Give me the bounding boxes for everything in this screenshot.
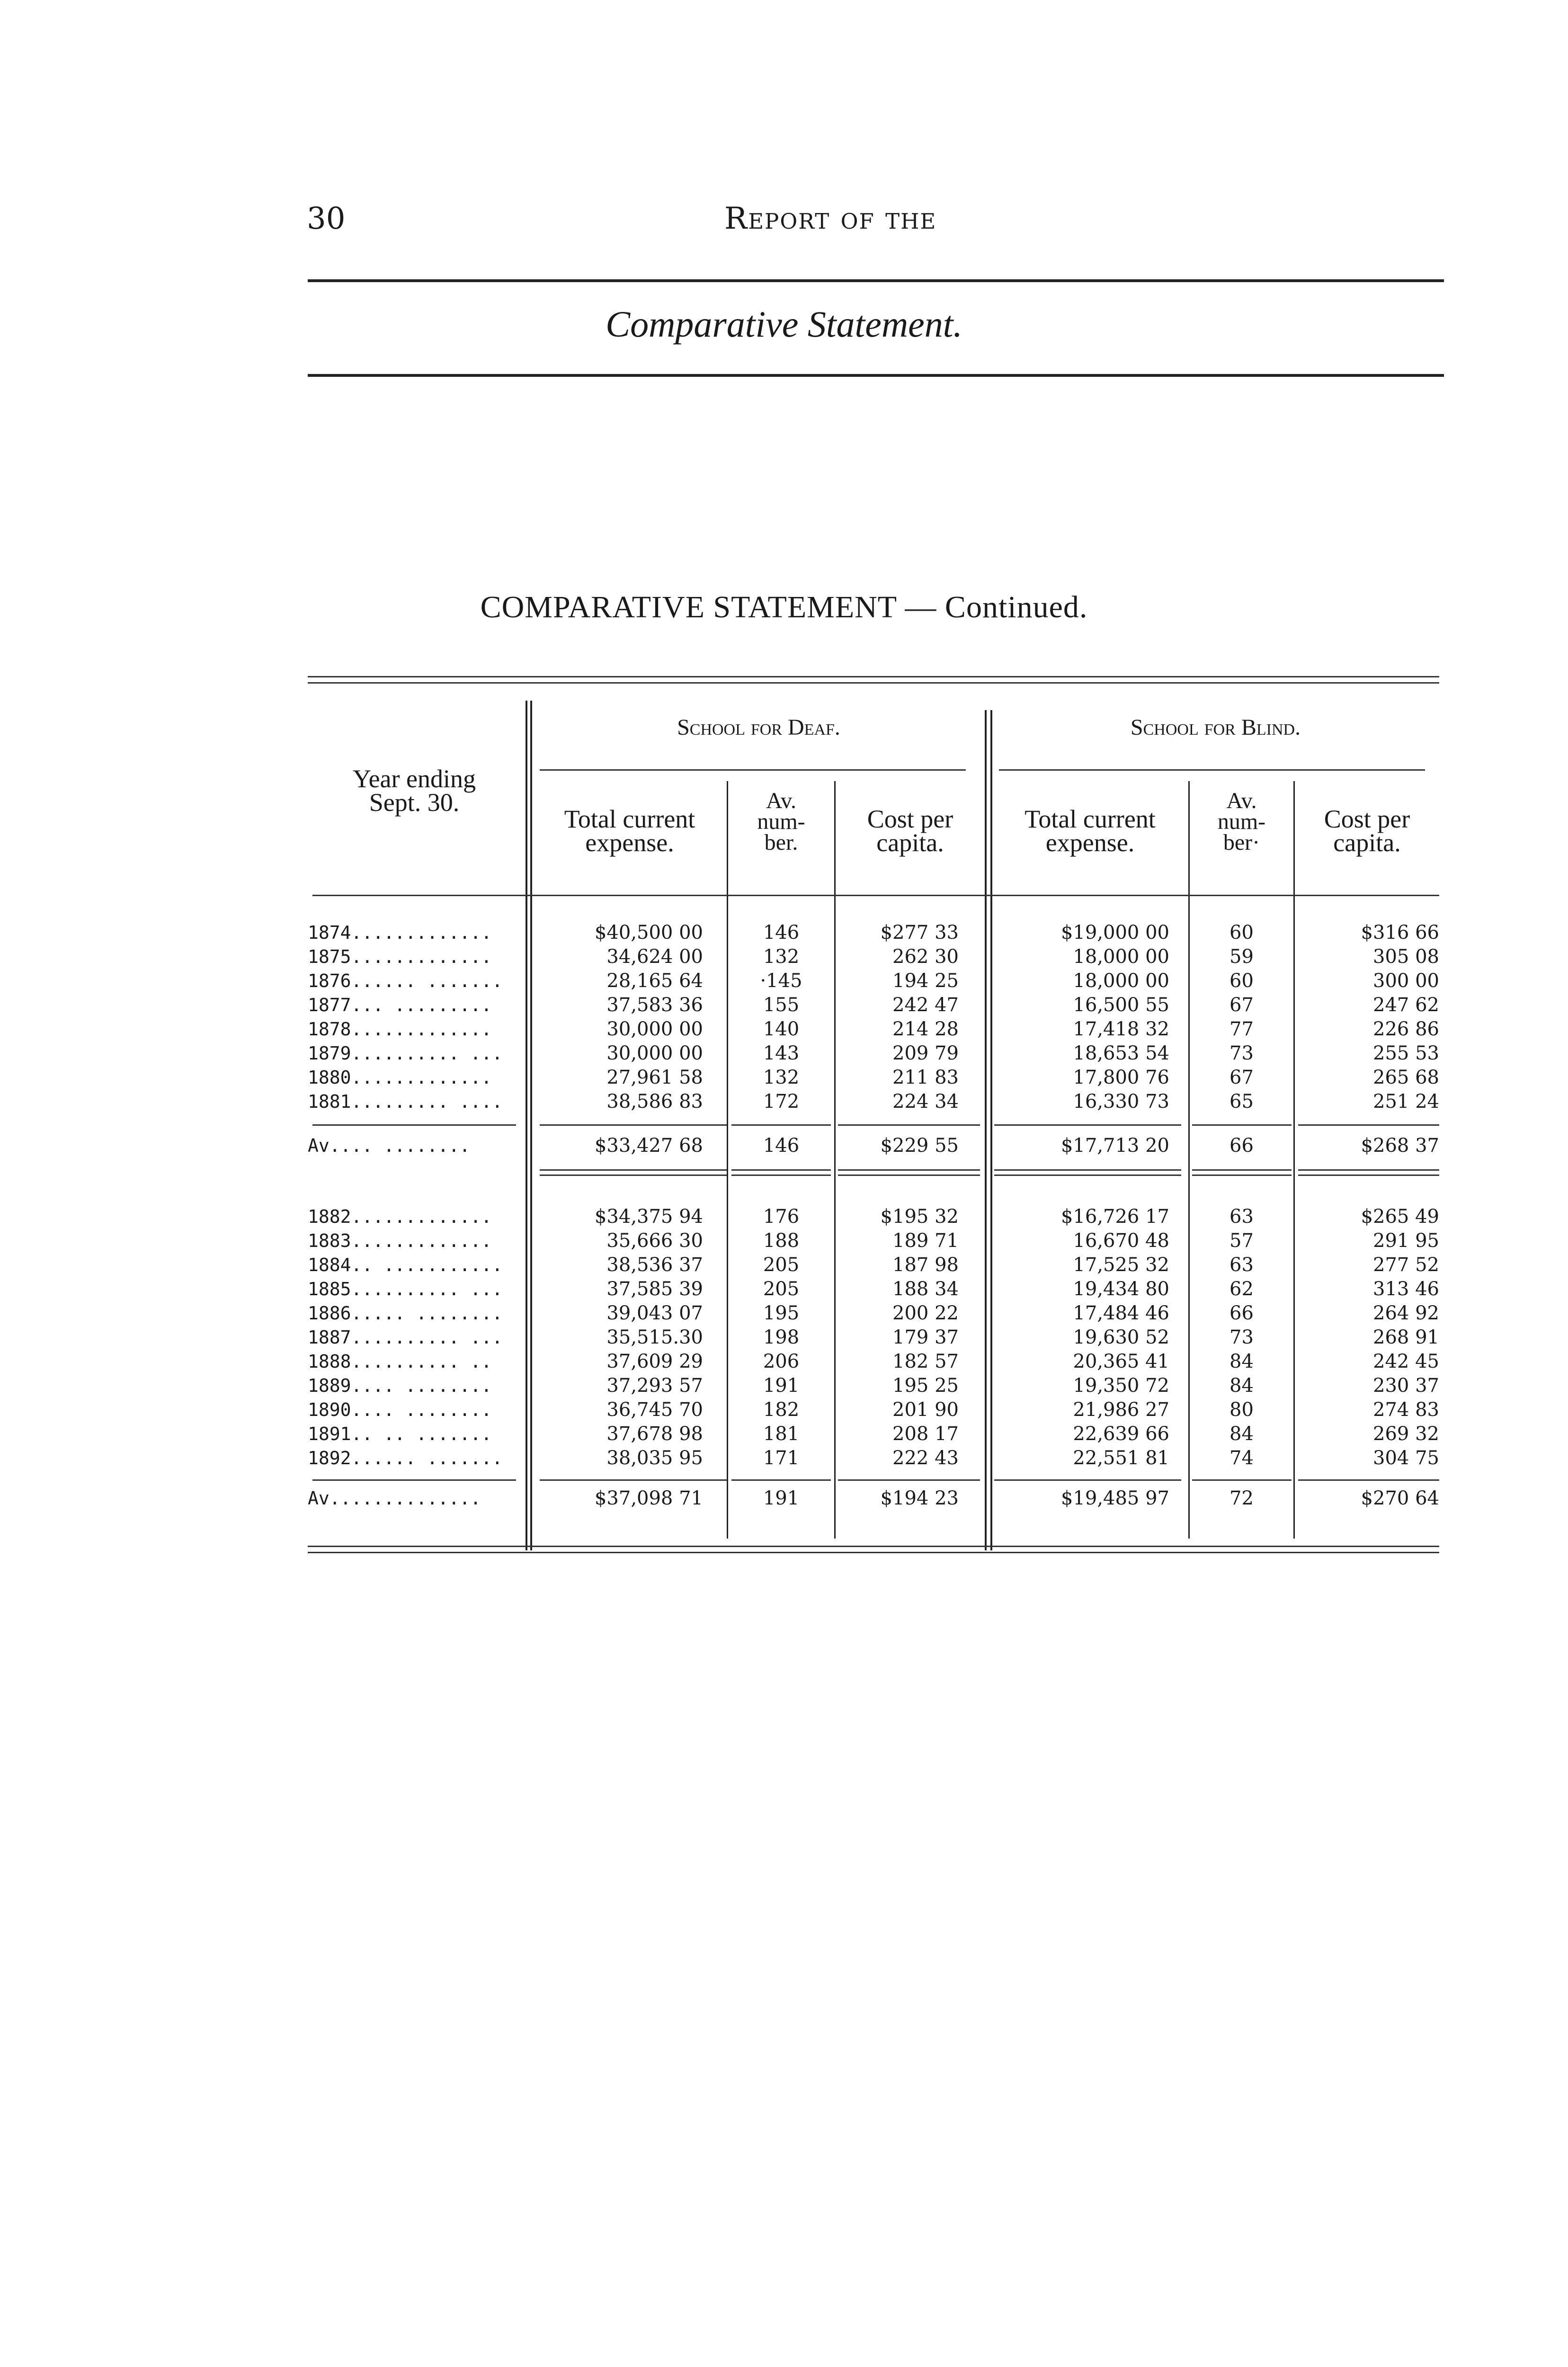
cell-d-cost: 224 34 [892,1091,959,1112]
cell-b-num: 77 [1229,1018,1254,1040]
cell-b-num: 57 [1229,1230,1254,1252]
cell-d-num: 182 [763,1399,800,1421]
group-header-blind: School for Blind. [1130,715,1301,740]
subtotal-rule [838,1124,980,1126]
average-double-rule [540,1169,727,1176]
average-double-rule [1298,1169,1439,1176]
cell-d-total: 39,043 07 [606,1302,703,1324]
cell-b-total: 18,000 00 [1073,970,1169,992]
cell-d-cost: 187 98 [892,1254,959,1276]
cell-d-cost: 214 28 [892,1018,959,1040]
cell-d-total: $34,375 94 [594,1206,703,1228]
cell-d-cost: 179 37 [892,1326,959,1348]
cell-d-num: 146 [763,1135,800,1157]
subtotal-rule [731,1479,831,1481]
cell-d-num: 176 [763,1206,800,1228]
cell-b-num: 80 [1229,1399,1254,1421]
cell-d-cost: 188 34 [892,1278,959,1300]
col-header-deaf-number: Av. num- ber. [757,788,805,855]
cell-b-cost: 265 68 [1373,1067,1439,1088]
cell-d-num: 181 [763,1423,800,1445]
cell-year: 1875............. [308,946,492,967]
table-caption: COMPARATIVE STATEMENT — Continued. [480,590,1088,624]
cell-d-num: 132 [763,946,800,968]
subtotal-rule [540,1479,727,1481]
cell-d-cost: 194 25 [892,970,959,992]
cell-d-cost: 242 47 [892,994,959,1016]
cell-b-num: 74 [1229,1447,1254,1469]
cell-d-num: 188 [763,1230,800,1252]
cell-b-num: 84 [1229,1351,1254,1372]
subtotal-rule [540,1124,727,1126]
cell-d-cost: $195 32 [880,1206,959,1228]
subtotal-rule [994,1479,1181,1481]
cell-b-cost: 264 92 [1373,1302,1439,1324]
cell-b-num: 62 [1229,1278,1254,1300]
cell-b-num: 63 [1229,1206,1254,1228]
cell-d-total: $33,427 68 [594,1135,703,1157]
cell-d-num: 143 [763,1042,800,1064]
cell-year: 1874............. [308,922,492,943]
cell-year: 1889.... ........ [308,1375,492,1396]
cell-b-cost: 247 62 [1373,994,1439,1016]
cell-b-cost: 226 86 [1373,1018,1439,1040]
header-rule [308,279,1444,282]
cell-year: 1880............. [308,1067,492,1088]
group-header-deaf: School for Deaf. [677,715,840,740]
group-rule-deaf [540,769,966,771]
header-underline [312,895,1439,896]
stub-header: Year ending Sept. 30. [353,765,476,817]
cell-b-total: 17,525 32 [1073,1254,1169,1276]
cell-b-num: 65 [1229,1091,1254,1112]
cell-year: 1890.... ........ [308,1399,492,1420]
section-title: Comparative Statement. [606,303,962,345]
cell-d-cost: $229 55 [880,1135,959,1157]
cell-year: 1891.. .. ....... [308,1424,492,1444]
cell-b-cost: $270 64 [1361,1487,1439,1509]
cell-b-total: 18,653 54 [1073,1042,1169,1064]
cell-d-num: 205 [763,1278,800,1300]
cell-b-total: 16,670 48 [1073,1230,1169,1252]
cell-b-cost: 291 95 [1373,1230,1439,1252]
page-number: 30 [307,201,346,236]
average-double-rule [994,1169,1181,1176]
cell-d-total: $37,098 71 [594,1487,703,1509]
cell-year: 1876...... ....... [308,970,503,991]
cell-b-cost: 277 52 [1373,1254,1439,1276]
average-double-rule [731,1169,831,1176]
cell-d-total: 38,536 37 [606,1254,703,1276]
group-rule-blind [999,769,1425,771]
cell-d-total: 35,666 30 [606,1230,703,1252]
cell-year: 1892...... ....... [308,1448,503,1468]
subtotal-rule [312,1124,516,1126]
average-double-rule [1192,1169,1292,1176]
cell-d-num: 146 [763,922,800,943]
cell-b-num: 67 [1229,1067,1254,1088]
cell-d-total: 30,000 00 [606,1042,703,1064]
cell-d-num: 198 [763,1326,800,1348]
subtotal-rule [1298,1124,1439,1126]
cell-b-total: 17,484 46 [1073,1302,1169,1324]
cell-b-total: 22,551 81 [1073,1447,1169,1469]
cell-year: 1879.......... ... [308,1043,503,1064]
cell-d-cost: 208 17 [892,1423,959,1445]
cell-d-cost: 222 43 [892,1447,959,1469]
cell-b-total: 20,365 41 [1073,1351,1169,1372]
cell-b-total: 19,630 52 [1073,1326,1169,1348]
cell-b-cost: 255 53 [1373,1042,1439,1064]
cell-d-cost: 182 57 [892,1351,959,1372]
cell-b-cost: $316 66 [1361,922,1439,943]
cell-b-cost: 300 00 [1373,970,1439,992]
cell-year: 1885.......... ... [308,1279,503,1299]
cell-b-num: 84 [1229,1423,1254,1445]
cell-d-cost: 201 90 [892,1399,959,1421]
cell-year: 1884.. ........... [308,1255,503,1275]
cell-d-total: 30,000 00 [606,1018,703,1040]
subtotal-rule [1298,1479,1439,1481]
cell-d-total: 37,585 39 [606,1278,703,1300]
cell-d-cost: 189 71 [892,1230,959,1252]
cell-d-num: 191 [763,1487,800,1509]
cell-b-total: 19,434 80 [1073,1278,1169,1300]
cell-d-total: 38,035 95 [606,1447,703,1469]
cell-b-total: 16,330 73 [1073,1091,1169,1112]
cell-d-num: 171 [763,1447,800,1469]
cell-b-total: $17,713 20 [1060,1135,1169,1157]
cell-b-cost: 230 37 [1373,1375,1439,1397]
cell-b-num: 84 [1229,1375,1254,1397]
cell-b-cost: 269 32 [1373,1423,1439,1445]
cell-year: Av.............. [308,1488,481,1509]
cell-d-num: 206 [763,1351,800,1372]
cell-b-cost: 268 91 [1373,1326,1439,1348]
cell-year: 1883............. [308,1230,492,1251]
cell-b-cost: $268 37 [1361,1135,1439,1157]
cell-d-cost: $277 33 [880,922,959,943]
col-header-blind-total: Total current expense. [1025,805,1156,857]
cell-b-cost: $265 49 [1361,1206,1439,1228]
running-head: Report of the [724,201,937,236]
cell-year: 1881......... .... [308,1091,503,1112]
cell-b-cost: 251 24 [1373,1091,1439,1112]
table-top-rule [308,676,1439,684]
cell-d-num: 132 [763,1067,800,1088]
cell-b-num: 66 [1229,1302,1254,1324]
cell-b-total: 19,350 72 [1073,1375,1169,1397]
col-header-deaf-cost: Cost per capita. [867,805,953,857]
subtotal-rule [994,1124,1181,1126]
col-header-blind-cost: Cost per capita. [1324,805,1410,857]
cell-d-num: ·145 [760,970,802,992]
cell-b-cost: 242 45 [1373,1351,1439,1372]
cell-b-total: 18,000 00 [1073,946,1169,968]
cell-d-total: 37,583 36 [606,994,703,1016]
cell-b-num: 60 [1229,970,1254,992]
cell-d-total: 34,624 00 [606,946,703,968]
cell-d-num: 195 [763,1302,800,1324]
cell-d-total: $40,500 00 [594,922,703,943]
cell-d-total: 37,678 98 [606,1423,703,1445]
subtotal-rule [1192,1479,1292,1481]
cell-d-cost: 200 22 [892,1302,959,1324]
cell-b-total: 16,500 55 [1073,994,1169,1016]
cell-d-total: 37,293 57 [606,1375,703,1397]
cell-b-cost: 313 46 [1373,1278,1439,1300]
subtotal-rule [731,1124,831,1126]
col-header-blind-number: Av. num- ber· [1217,788,1266,855]
cell-d-total: 36,745 70 [606,1399,703,1421]
cell-b-cost: 304 75 [1373,1447,1439,1469]
cell-d-num: 205 [763,1254,800,1276]
cell-b-num: 73 [1229,1326,1254,1348]
cell-year: Av.... ........ [308,1135,471,1156]
cell-b-total: 21,986 27 [1073,1399,1169,1421]
table-bottom-rule [308,1546,1439,1553]
subtotal-rule [1192,1124,1292,1126]
cell-b-num: 66 [1229,1135,1254,1157]
cell-b-cost: 274 83 [1373,1399,1439,1421]
cell-d-total: 35,515.30 [606,1326,703,1348]
cell-year: 1886..... ........ [308,1303,503,1324]
divider-stub [526,701,527,1550]
cell-year: 1882............. [308,1206,492,1227]
cell-b-num: 63 [1229,1254,1254,1276]
average-double-rule [838,1169,980,1176]
cell-b-total: 17,418 32 [1073,1018,1169,1040]
cell-b-total: 17,800 76 [1073,1067,1169,1088]
cell-d-total: 38,586 83 [606,1091,703,1112]
cell-year: 1887.......... ... [308,1327,503,1348]
cell-b-total: $16,726 17 [1060,1206,1169,1228]
cell-year: 1877... ......... [308,995,492,1015]
cell-d-cost: 262 30 [892,946,959,968]
cell-d-cost: 209 79 [892,1042,959,1064]
cell-d-total: 28,165 64 [606,970,703,992]
cell-d-num: 140 [763,1018,800,1040]
divider-deaf-blind [985,710,987,1550]
cell-d-total: 37,609 29 [606,1351,703,1372]
divider-stub-2 [530,701,532,1550]
cell-b-num: 59 [1229,946,1254,968]
cell-b-cost: 305 08 [1373,946,1439,968]
cell-year: 1888.......... .. [308,1351,492,1372]
cell-b-num: 60 [1229,922,1254,943]
cell-d-cost: 195 25 [892,1375,959,1397]
cell-b-num: 67 [1229,994,1254,1016]
cell-b-total: 22,639 66 [1073,1423,1169,1445]
cell-d-total: 27,961 58 [606,1067,703,1088]
cell-d-num: 155 [763,994,800,1016]
cell-d-num: 191 [763,1375,800,1397]
cell-d-cost: 211 83 [892,1067,959,1088]
cell-b-num: 73 [1229,1042,1254,1064]
cell-b-total: $19,000 00 [1060,922,1169,943]
cell-year: 1878............. [308,1019,492,1040]
cell-b-total: $19,485 97 [1060,1487,1169,1509]
subtotal-rule [838,1479,980,1481]
col-header-deaf-total: Total current expense. [564,805,695,857]
cell-d-num: 172 [763,1091,800,1112]
subtotal-rule [312,1479,516,1481]
cell-d-cost: $194 23 [880,1487,959,1509]
section-rule [308,374,1444,377]
cell-b-num: 72 [1229,1487,1254,1509]
